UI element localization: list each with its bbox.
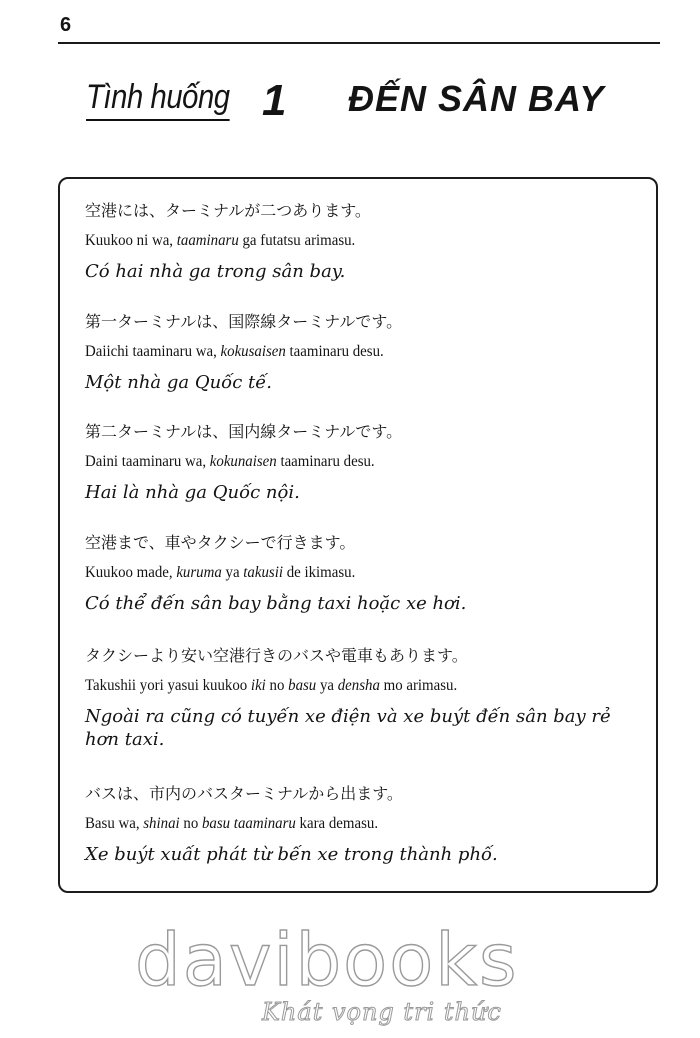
romaji-text: taaminaru desu. (276, 453, 375, 470)
romaji-sentence (85, 675, 606, 697)
romaji-keyword: iki (250, 677, 266, 694)
romaji-text: ya (316, 677, 338, 694)
romaji-text: Daini taaminaru wa, (85, 453, 210, 470)
vietnamese-translation: Có thể đến sân bay bằng taxi hoặc xe hơi. (85, 593, 467, 614)
heading-label: Tình huống (86, 78, 230, 121)
brand-watermark: davibooks (135, 918, 519, 1002)
japanese-sentence: タクシーより安い空港行きのバスや電車もあります。 (85, 646, 468, 665)
romaji-text: de ikimasu. (282, 564, 356, 581)
phrase-entry (85, 532, 645, 615)
romaji-keyword: densha (337, 677, 380, 694)
header-rule (58, 42, 660, 44)
romaji-text: Daiichi taaminaru wa, (85, 343, 221, 360)
phrase-entry (85, 645, 645, 751)
romaji-text: Basu wa, (85, 815, 144, 832)
romaji-keyword: takusii (243, 564, 283, 581)
japanese-sentence: 空港には、ターミナルが二つあります。 (85, 201, 371, 220)
romaji-sentence (85, 341, 606, 363)
romaji-text: mo arimasu. (379, 677, 458, 694)
phrase-entry (85, 783, 645, 866)
heading-number: 1 (262, 76, 287, 125)
vietnamese-translation: Ngoài ra cũng có tuyến xe điện và xe buýt đến sân bay rẻ hơn taxi. (85, 706, 611, 750)
romaji-text: taaminaru desu. (285, 343, 384, 360)
japanese-sentence: 第二ターミナルは、国内線ターミナルです。 (85, 422, 403, 441)
romaji-text: Kuukoo made, (85, 564, 177, 581)
romaji-keyword: kokunaisen (209, 453, 277, 470)
romaji-text: no (179, 815, 202, 832)
japanese-sentence: 第一ターミナルは、国際線ターミナルです。 (85, 312, 403, 331)
romaji-text: kara demasu. (295, 815, 379, 832)
japanese-sentence: バスは、市内のバスターミナルから出ます。 (85, 784, 403, 803)
phrase-entry (85, 421, 645, 504)
romaji-text: ga futatsu arimasu. (238, 232, 356, 249)
page-number: 6 (60, 14, 72, 36)
romaji-keyword: kokusaisen (220, 343, 286, 360)
vietnamese-translation: Xe buýt xuất phát từ bến xe trong thành phố. (85, 844, 498, 865)
vietnamese-translation: Có hai nhà ga trong sân bay. (85, 261, 346, 282)
romaji-sentence (85, 813, 606, 835)
romaji-sentence (85, 230, 606, 252)
romaji-sentence (85, 562, 606, 584)
romaji-text: Takushii yori yasui kuukoo (85, 677, 251, 694)
romaji-sentence (85, 451, 606, 473)
japanese-sentence: 空港まで、車やタクシーで行きます。 (85, 533, 356, 552)
vietnamese-translation: Hai là nhà ga Quốc nội. (85, 482, 300, 503)
phrase-entry (85, 311, 645, 394)
romaji-keyword: shinai (143, 815, 180, 832)
romaji-keyword: kuruma (176, 564, 222, 581)
romaji-keyword: basu taaminaru (201, 815, 296, 832)
romaji-keyword: basu (288, 677, 317, 694)
romaji-text: Kuukoo ni wa, (85, 232, 177, 249)
brand-tagline: Khát vọng tri thức (262, 998, 502, 1026)
section-heading (86, 72, 646, 132)
romaji-keyword: taaminaru (176, 232, 239, 249)
romaji-text: no (265, 677, 289, 694)
heading-title: ĐẾN SÂN BAY (348, 78, 605, 119)
phrase-entry (85, 200, 645, 283)
romaji-text: ya (221, 564, 244, 581)
vietnamese-translation: Một nhà ga Quốc tế. (85, 372, 273, 393)
